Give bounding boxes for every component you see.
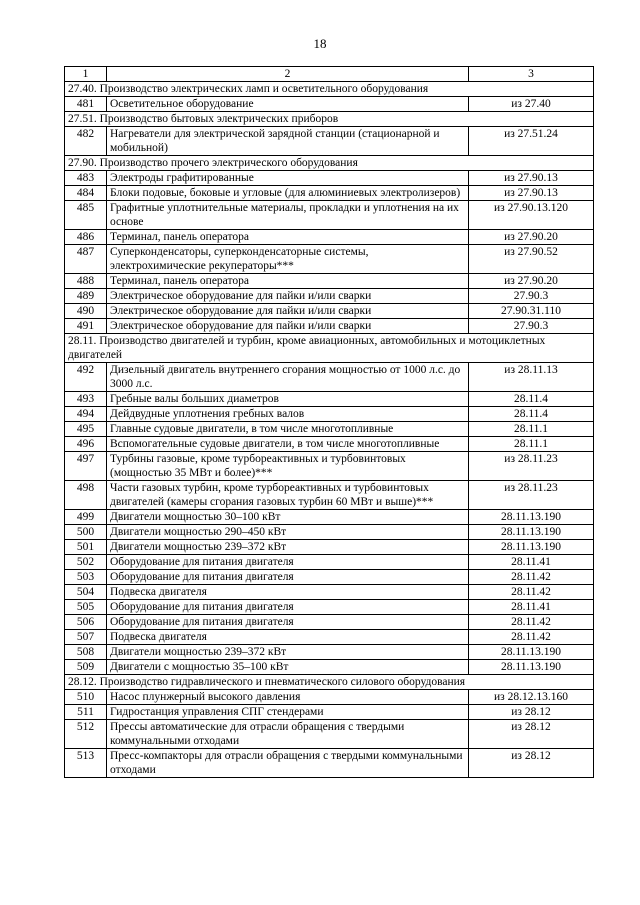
row-number: 483 [65, 171, 107, 186]
section-row [65, 156, 594, 171]
okpd-code: 28.11.13.190 [469, 540, 594, 555]
product-name: Части газовых турбин, кроме турбореактивных и турбовинтовых двигателей (камеры сгорания газовых турбин 60 МВт и выше)*** [107, 481, 469, 510]
page-number: 18 [313, 36, 327, 51]
okpd-code: из 27.51.24 [469, 127, 594, 156]
okpd-code: 28.11.42 [469, 615, 594, 630]
table-row [65, 97, 594, 112]
product-name: Двигатели мощностью 239–372 кВт [107, 540, 469, 555]
product-name: Графитные уплотнительные материалы, прокладки и уплотнения на их основе [107, 201, 469, 230]
product-name: Блоки подовые, боковые и угловые (для алюминиевых электролизеров) [107, 186, 469, 201]
product-name: Оборудование для питания двигателя [107, 615, 469, 630]
table-row [65, 555, 594, 570]
okpd-code: 28.11.41 [469, 555, 594, 570]
row-number: 496 [65, 437, 107, 452]
product-name: Электрическое оборудование для пайки и/или сварки [107, 304, 469, 319]
table-row [65, 392, 594, 407]
row-number: 490 [65, 304, 107, 319]
table-row [65, 645, 594, 660]
table-row [65, 274, 594, 289]
table-row [65, 630, 594, 645]
okpd-code: из 28.12 [469, 720, 594, 749]
okpd-code: из 28.11.23 [469, 452, 594, 481]
product-name: Прессы автоматические для отрасли обращения с твердыми коммунальными отходами [107, 720, 469, 749]
okpd-code: 28.11.1 [469, 437, 594, 452]
row-number: 486 [65, 230, 107, 245]
row-number: 488 [65, 274, 107, 289]
row-number: 500 [65, 525, 107, 540]
okpd-code: 28.11.13.190 [469, 660, 594, 675]
product-name: Электроды графитированные [107, 171, 469, 186]
table-row [65, 540, 594, 555]
okpd-code: 28.11.13.190 [469, 645, 594, 660]
table-row [65, 319, 594, 334]
product-name: Пресс-компакторы для отрасли обращения с твердыми коммунальными отходами [107, 749, 469, 778]
okpd-code: 28.11.41 [469, 600, 594, 615]
section-title: 27.40. Производство электрических ламп и осветительного оборудования [65, 82, 594, 97]
okpd-code: 27.90.3 [469, 319, 594, 334]
okpd-code: из 28.12.13.160 [469, 690, 594, 705]
row-number: 513 [65, 749, 107, 778]
product-name: Дейдвудные уплотнения гребных валов [107, 407, 469, 422]
row-number: 493 [65, 392, 107, 407]
section-row [65, 82, 594, 97]
table-header-row [65, 67, 594, 82]
table-row [65, 304, 594, 319]
okpd-code: 28.11.42 [469, 570, 594, 585]
row-number: 508 [65, 645, 107, 660]
table-row [65, 720, 594, 749]
row-number: 484 [65, 186, 107, 201]
product-name: Двигатели мощностью 290–450 кВт [107, 525, 469, 540]
row-number: 489 [65, 289, 107, 304]
table-row [65, 615, 594, 630]
okpd-code: 28.11.4 [469, 407, 594, 422]
row-number: 503 [65, 570, 107, 585]
table-row [65, 437, 594, 452]
table-row [65, 452, 594, 481]
okpd-code: из 28.11.23 [469, 481, 594, 510]
row-number: 494 [65, 407, 107, 422]
okpd-code: из 28.12 [469, 749, 594, 778]
product-name: Вспомогательные судовые двигатели, в том числе многотопливные [107, 437, 469, 452]
table-row [65, 749, 594, 778]
okpd-code: из 27.90.13.120 [469, 201, 594, 230]
table-row [65, 510, 594, 525]
product-name: Терминал, панель оператора [107, 274, 469, 289]
table-row [65, 407, 594, 422]
okpd-code: из 27.90.13 [469, 171, 594, 186]
table-row [65, 186, 594, 201]
section-row [65, 675, 594, 690]
row-number: 501 [65, 540, 107, 555]
okpd-code: 28.11.13.190 [469, 525, 594, 540]
okpd-code: 28.11.13.190 [469, 510, 594, 525]
okpd-code: 28.11.1 [469, 422, 594, 437]
section-title: 28.11. Производство двигателей и турбин, кроме авиационных, автомобильных и мотоциклетных двигателей [65, 334, 594, 363]
product-name: Оборудование для питания двигателя [107, 570, 469, 585]
section-title: 28.12. Производство гидравлического и пневматического силового оборудования [65, 675, 594, 690]
product-name: Нагреватели для электрической зарядной станции (стационарной и мобильной) [107, 127, 469, 156]
product-name: Двигатели мощностью 30–100 кВт [107, 510, 469, 525]
product-name: Терминал, панель оператора [107, 230, 469, 245]
table-row [65, 690, 594, 705]
product-name: Турбины газовые, кроме турбореактивных и турбовинтовых (мощностью 35 МВт и более)*** [107, 452, 469, 481]
okpd-code: 28.11.42 [469, 630, 594, 645]
table-row [65, 705, 594, 720]
product-name: Двигатели с мощностью 35–100 кВт [107, 660, 469, 675]
row-number: 512 [65, 720, 107, 749]
product-name: Гребные валы больших диаметров [107, 392, 469, 407]
row-number: 487 [65, 245, 107, 274]
table-row [65, 422, 594, 437]
product-name: Электрическое оборудование для пайки и/или сварки [107, 289, 469, 304]
table-row [65, 289, 594, 304]
row-number: 506 [65, 615, 107, 630]
table-row [65, 585, 594, 600]
okpd-code: из 27.40 [469, 97, 594, 112]
product-name: Подвеска двигателя [107, 585, 469, 600]
product-name: Главные судовые двигатели, в том числе многотопливные [107, 422, 469, 437]
okpd-code: из 28.12 [469, 705, 594, 720]
section-row [65, 112, 594, 127]
table-row [65, 660, 594, 675]
row-number: 495 [65, 422, 107, 437]
product-name: Гидростанция управления СПГ стендерами [107, 705, 469, 720]
row-number: 482 [65, 127, 107, 156]
okpd-code: 27.90.31.110 [469, 304, 594, 319]
table-row [65, 171, 594, 186]
product-name: Осветительное оборудование [107, 97, 469, 112]
product-name: Насос плунжерный высокого давления [107, 690, 469, 705]
product-name: Электрическое оборудование для пайки и/или сварки [107, 319, 469, 334]
table-row [65, 245, 594, 274]
table-row [65, 363, 594, 392]
product-name: Дизельный двигатель внутреннего сгорания мощностью от 1000 л.с. до 3000 л.с. [107, 363, 469, 392]
product-name: Оборудование для питания двигателя [107, 555, 469, 570]
okpd-code: из 27.90.20 [469, 230, 594, 245]
row-number: 492 [65, 363, 107, 392]
table-row [65, 127, 594, 156]
table-row [65, 230, 594, 245]
product-name: Оборудование для питания двигателя [107, 600, 469, 615]
row-number: 497 [65, 452, 107, 481]
product-name: Суперконденсаторы, суперконденсаторные системы, электрохимические рекуператоры*** [107, 245, 469, 274]
row-number: 511 [65, 705, 107, 720]
section-title: 27.51. Производство бытовых электрических приборов [65, 112, 594, 127]
row-number: 481 [65, 97, 107, 112]
row-number: 498 [65, 481, 107, 510]
row-number: 491 [65, 319, 107, 334]
product-name: Подвеска двигателя [107, 630, 469, 645]
section-title: 27.90. Производство прочего электрического оборудования [65, 156, 594, 171]
table-row [65, 570, 594, 585]
row-number: 505 [65, 600, 107, 615]
okpd-code: 27.90.3 [469, 289, 594, 304]
section-row [65, 334, 594, 363]
table-row [65, 525, 594, 540]
okpd-code: 28.11.4 [469, 392, 594, 407]
products-table [64, 66, 594, 778]
okpd-code: из 27.90.20 [469, 274, 594, 289]
header-col-2: 2 [107, 67, 469, 82]
table-row [65, 600, 594, 615]
table-row [65, 481, 594, 510]
row-number: 507 [65, 630, 107, 645]
row-number: 509 [65, 660, 107, 675]
row-number: 502 [65, 555, 107, 570]
product-name: Двигатели мощностью 239–372 кВт [107, 645, 469, 660]
header-col-1: 1 [65, 67, 107, 82]
row-number: 485 [65, 201, 107, 230]
header-col-3: 3 [469, 67, 594, 82]
table-row [65, 201, 594, 230]
row-number: 504 [65, 585, 107, 600]
okpd-code: из 28.11.13 [469, 363, 594, 392]
row-number: 510 [65, 690, 107, 705]
okpd-code: из 27.90.13 [469, 186, 594, 201]
okpd-code: 28.11.42 [469, 585, 594, 600]
row-number: 499 [65, 510, 107, 525]
okpd-code: из 27.90.52 [469, 245, 594, 274]
